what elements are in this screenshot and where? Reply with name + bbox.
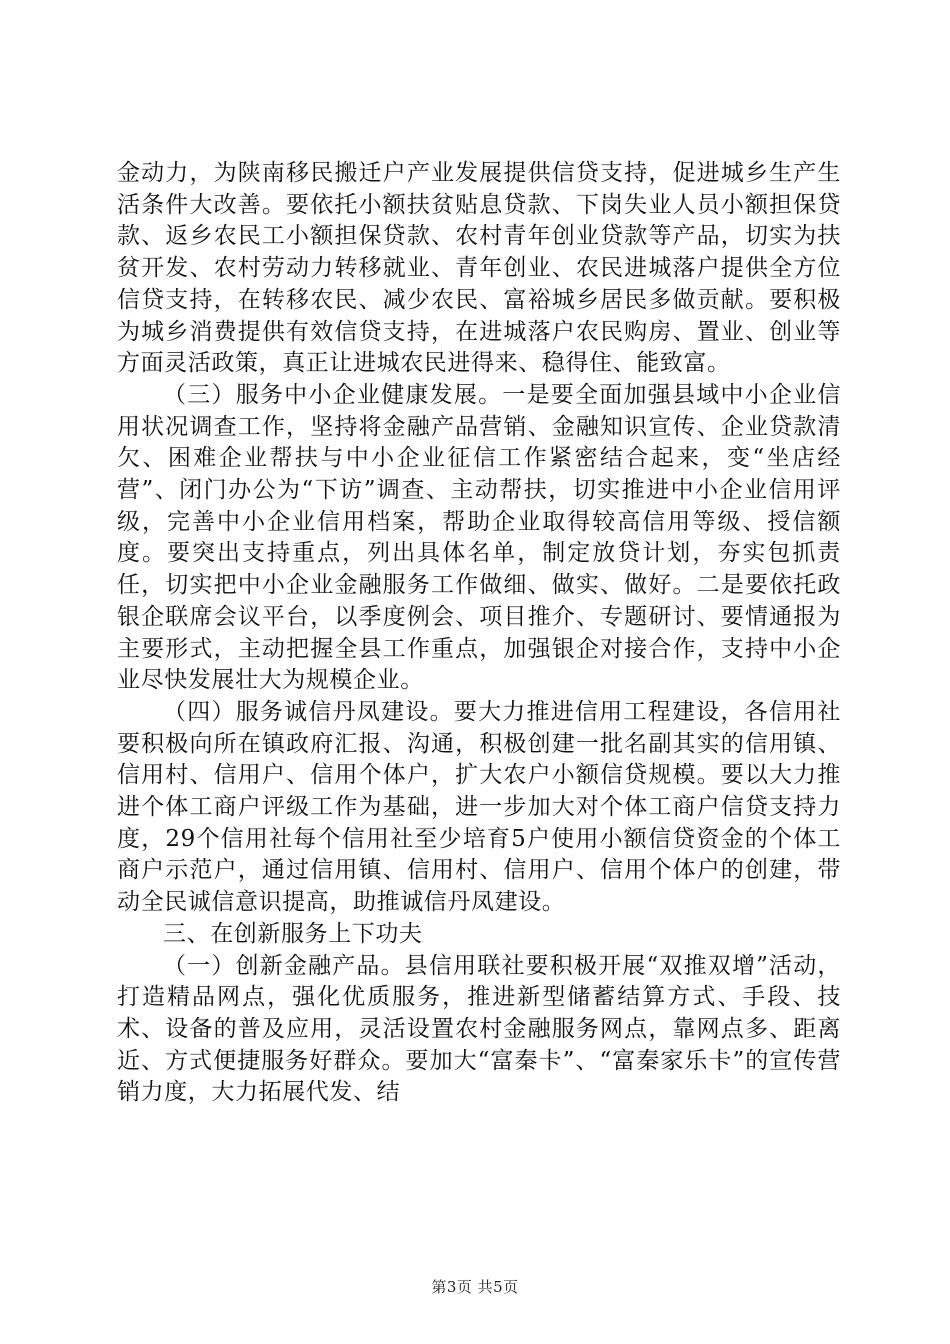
paragraph-continuation: 金动力，为陕南移民搬迁户产业发展提供信贷支持，促进城乡生产生活条件大改善。要依托小额扶贫贴息贷款、下岗失业人员小额担保贷款、返乡农民工小额担保贷款、农村青年创业贷款等产品，切实为扶贫开发、农村劳动力转移就业、青年创业、农民进城落户提供全方位信贷支持，在转移农民、减少农民、富裕城乡居民多做贡献。要积极为城乡消费提供有效信贷支持，在进城落户农民购房、置业、创业等方面灵活政策，真正让进城农民进得来、稳得住、能致富。 — [117, 160, 841, 377]
page-number-footer: 第3页 共5页 — [431, 1278, 519, 1296]
paragraph-section-4: （四）服务诚信丹凤建设。要大力推进信用工程建设，各信用社要积极向所在镇政府汇报、沟通，积极创建一批名副其实的信用镇、信用村、信用户、信用个体户，扩大农户小额信贷规模。要以大力推进个体工商户评级工作为基础，进一步加大对个体工商户信贷支持力度，29个信用社每个信用社至少培育5户使用小额信贷资金的个体工商户示范户，通过信用镇、信用村、信用户、信用个体户的创建，带动全民诚信意识提高，助推诚信丹凤建设。 — [117, 698, 841, 916]
document-body — [117, 158, 841, 1109]
paragraph-section-1-innovation: （一）创新金融产品。县信用联社要积极开展“双推双增”活动，打造精品网点，强化优质服务，推进新型储蓄结算方式、手段、技术、设备的普及应用，灵活设置农村金融服务网点，靠网点多、距离近、方式便捷服务好群众。要加大“富秦卡”、“富秦家乐卡”的宣传营销力度，大力拓展代发、结 — [117, 952, 841, 1106]
paragraph-section-3: （三）服务中小企业健康发展。一是要全面加强县域中小企业信用状况调查工作，坚持将金融产品营销、金融知识宣传、企业贷款清欠、困难企业帮扶与中小企业征信工作紧密结合起来，变“坐店经营”、闭门办公为“下访”调查、主动帮扶，切实推进中小企业信用评级，完善中小企业信用档案，帮助企业取得较高信用等级、授信额度。要突出支持重点，列出具体名单，制定放贷计划，夯实包抓责任，切实把中小企业金融服务工作做细、做实、做好。二是要依托政银企联席会议平台，以季度例会、项目推介、专题研讨、要情通报为主要形式，主动把握全县工作重点，加强银企对接合作，支持中小企业尽快发展壮大为规模企业。 — [117, 381, 841, 694]
section-heading-innovation: 三、在创新服务上下功夫 — [163, 920, 423, 947]
